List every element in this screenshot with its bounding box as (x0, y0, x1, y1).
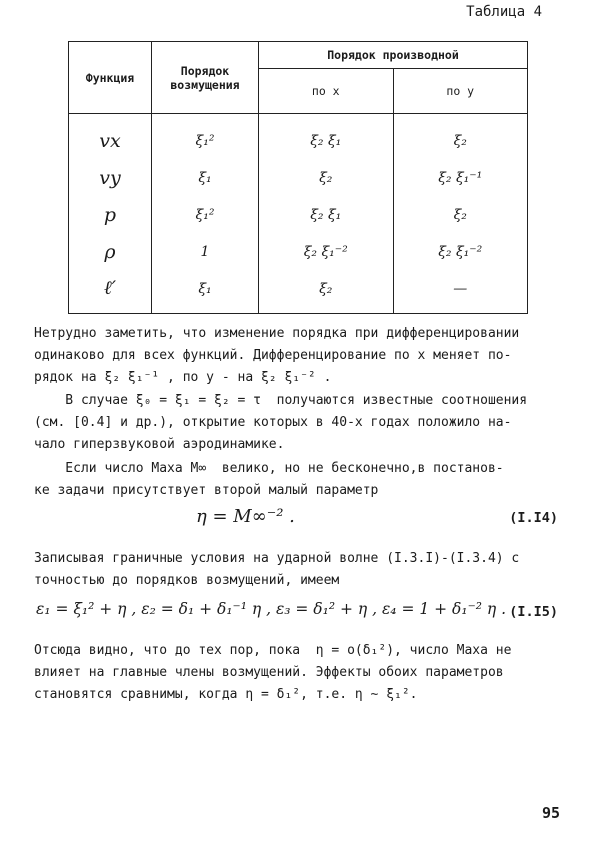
cell-by-y: — (393, 270, 528, 314)
paragraph-line: рядок на ξ₂ ξ₁⁻¹ , по y - на ξ₂ ξ₁⁻² . (34, 370, 332, 385)
cell-by-y: ξ₂ (393, 196, 528, 233)
equation-number-I14: (I.I4) (509, 510, 558, 526)
table-row (69, 233, 528, 270)
paragraph-line: чало гиперзвуковой аэродинамике. (34, 437, 285, 452)
header-function: Функция (69, 42, 152, 114)
cell-function: p (69, 196, 152, 233)
cell-order: 1 (152, 233, 259, 270)
paragraph-line: Отсюда видно, что до тех пор, пока η = o(δ₁²), число Маха не (34, 643, 512, 658)
cell-order: ξ₁² (152, 196, 259, 233)
header-order-perturbation: Порядок возмущения (152, 42, 259, 114)
table-row (69, 270, 528, 314)
formula-I15: ε₁ = ξ₁² + η , ε₂ = δ₁ + δ₁⁻¹ η , ε₃ = δ₁² + η , ε₄ = 1 + δ₁⁻² η . (36, 600, 507, 618)
header-by-x: по x (259, 69, 394, 114)
cell-by-x: ξ₂ (259, 270, 394, 314)
cell-function: ρ (69, 233, 152, 270)
paragraph-line: Нетрудно заметить, что изменение порядка при дифференцировании (34, 326, 520, 341)
paragraph-line: точностью до порядков возмущений, имеем (34, 573, 340, 588)
cell-function: ℓ′ (69, 270, 152, 314)
paragraph-line: Если число Маха M∞ велико, но не бесконечно,в постанов- (34, 461, 504, 476)
paragraph-line: влияет на главные члены возмущений. Эффекты обоих параметров (34, 665, 504, 680)
cell-by-x: ξ₂ (259, 159, 394, 196)
table-caption: Таблица 4 (466, 4, 542, 20)
cell-function: vx (69, 114, 152, 160)
table-row (69, 114, 528, 160)
table-row (69, 196, 528, 233)
table-row (69, 159, 528, 196)
formula-I14: η = M∞⁻² . (196, 506, 295, 527)
paragraph-line: В случае ξ₀ = ξ₁ = ξ₂ = τ получаются известные соотношения (34, 393, 528, 408)
paragraph-line: становятся сравнимы, когда η = δ₁², т.е. η ∼ ξ₁². (34, 687, 418, 702)
equation-number-I15: (I.I5) (509, 604, 558, 620)
header-by-y: по y (393, 69, 528, 114)
perturbation-order-table (68, 41, 528, 314)
cell-function: vy (69, 159, 152, 196)
paragraph-line: ке задачи присутствует второй малый параметр (34, 483, 379, 498)
cell-order: ξ₁ (152, 159, 259, 196)
cell-by-y: ξ₂ ξ₁⁻¹ (393, 159, 528, 196)
cell-by-x: ξ₂ ξ₁ (259, 114, 394, 160)
header-order-derivative: Порядок производной (259, 42, 528, 69)
cell-order: ξ₁ (152, 270, 259, 314)
cell-by-x: ξ₂ ξ₁ (259, 196, 394, 233)
cell-order: ξ₁² (152, 114, 259, 160)
cell-by-x: ξ₂ ξ₁⁻² (259, 233, 394, 270)
cell-by-y: ξ₂ ξ₁⁻² (393, 233, 528, 270)
cell-by-y: ξ₂ (393, 114, 528, 160)
paragraph-line: (см. [0.4] и др.), открытие которых в 40-х годах положило на- (34, 415, 512, 430)
paragraph-line: одинаково для всех функций. Дифференцирование по x меняет по- (34, 348, 512, 363)
paragraph-line: Записывая граничные условия на ударной волне (I.3.I)-(I.3.4) с (34, 551, 520, 566)
page-number: 95 (541, 804, 560, 822)
